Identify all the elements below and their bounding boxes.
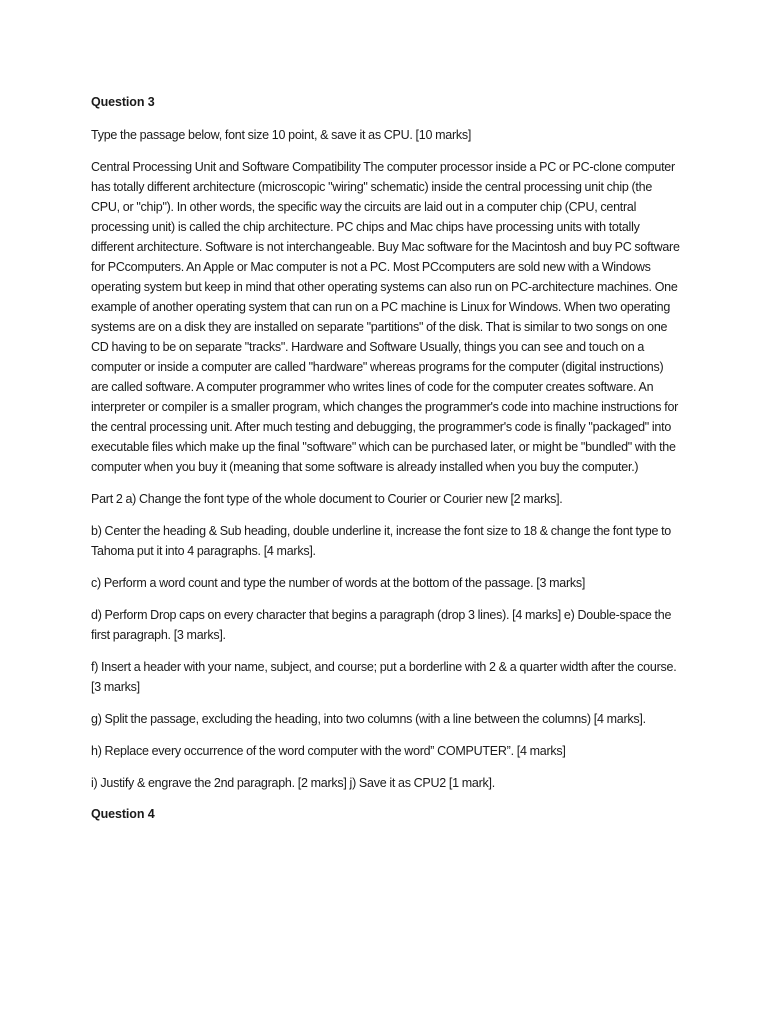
part-2h-instruction: h) Replace every occurrence of the word computer with the word” COMPUTER”. [4 marks]: [91, 744, 566, 758]
part-2a-instruction: Part 2 a) Change the font type of the whole document to Courier or Courier new [2 marks].: [91, 492, 563, 506]
question-4-heading: Question 4: [91, 807, 155, 821]
part-2b-instruction: b) Center the heading & Sub heading, double underline it, increase the font size to 18 & change the font type to Tahoma put it into 4 paragraphs. [4 marks].: [91, 524, 672, 558]
part-2f-instruction: f) Insert a header with your name, subject, and course; put a borderline with 2 & a quarter width after the course. [3 marks]: [91, 660, 677, 694]
part-2i-j-instruction: i) Justify & engrave the 2nd paragraph. [2 marks] j) Save it as CPU2 [1 mark].: [91, 776, 495, 790]
question-3-heading: Question 3: [91, 95, 155, 109]
part-2c-instruction: c) Perform a word count and type the number of words at the bottom of the passage. [3 marks]: [91, 576, 586, 590]
document-page: [91, 93, 683, 823]
part-2g-instruction: g) Split the passage, excluding the heading, into two columns (with a line between the columns) [4 marks].: [91, 712, 646, 726]
question-3-instruction: Type the passage below, font size 10 point, & save it as CPU. [10 marks]: [91, 128, 472, 142]
part-2d-e-instruction: d) Perform Drop caps on every character that begins a paragraph (drop 3 lines). [4 marks] e) Double-space the first paragraph. [3 marks].: [91, 608, 672, 642]
passage-text: Central Processing Unit and Software Compatibility The computer processor inside a PC or PC-clone computer has totally different architecture (microscopic "wiring" schematic) inside the central processing unit chip (the CPU, or "chip"). In other words, the specific way the circuits are laid out in a computer chip (CPU, central processing unit) is called the chip architecture. PC chips and Mac chips have processing units with totally different architecture. Software is not interchangeable. Buy Mac software for the Macintosh and buy PC software for PCcomputers. An Apple or Mac computer is not a PC. Most PCcomputers are sold new with a Windows operating system but keep in mind that other operating systems can also run on PC-architecture machines. One example of another operating system that can run on a PC machine is Linux for Windows. When two operating systems are on a disk they are installed on separate "partitions" of the disk. That is similar to two songs on one CD having to be on separate "tracks". Hardware and Software Usually, things you can see and touch on a computer or inside a computer are called "hardware" whereas programs for the computer (digital instructions) are called software. A computer programmer who writes lines of code for the computer creates software. An interpreter or compiler is a smaller program, which changes the programmer's code into machine instructions for the central processing unit. After much testing and debugging, the programmer's code is finally "packaged" into executable files which make up the final "software" which can be purchased later, or might be "bundled" with the computer when you buy it (meaning that some software is already installed when you buy the computer.): [91, 160, 680, 474]
